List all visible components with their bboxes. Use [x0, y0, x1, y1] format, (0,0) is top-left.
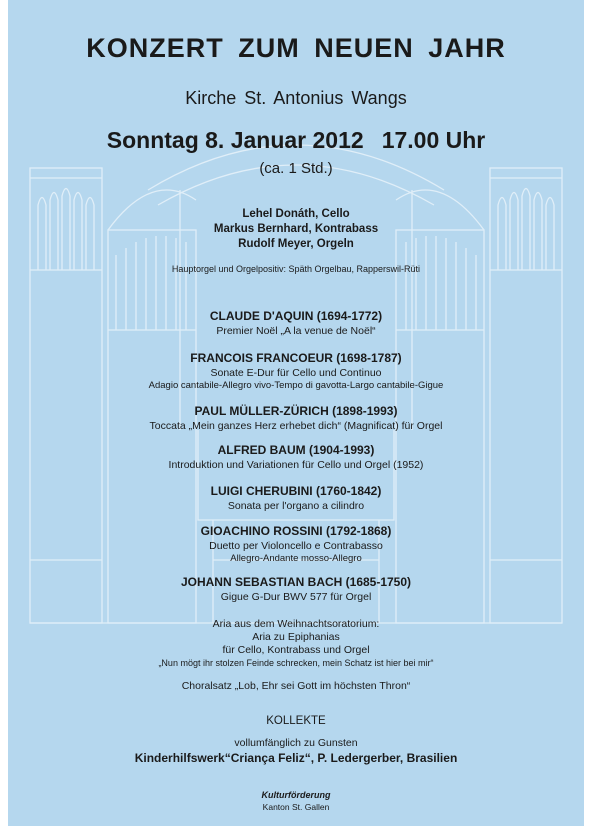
performer: Markus Bernhard, Kontrabass — [213, 223, 379, 235]
work-title: Introduktion und Variationen für Cello und Orgel (1952) — [168, 459, 424, 471]
sponsor-name: Kanton St. Gallen — [262, 802, 330, 812]
concert-title: KONZERT ZUM NEUEN JAHR — [86, 33, 506, 63]
organ-builder-note: Hauptorgel und Orgelpositiv: Späth Orgelbau, Rapperswil-Rüti — [171, 264, 421, 274]
work-title: Toccata „Mein ganzes Herz erhebet dich“ (Magnificat) für Orgel — [149, 420, 443, 432]
work-title: Sonate E-Dur für Cello und Continuo — [210, 367, 382, 379]
date-time — [8, 127, 584, 154]
work-title: Gigue G-Dur BWV 577 für Orgel — [220, 591, 372, 603]
composer: PAUL MÜLLER-ZÜRICH (1898-1993) — [194, 404, 398, 418]
beneficiary: Kinderhilfswerk“Criança Feliz“, P. Ledergerber, Brasilien — [134, 751, 458, 765]
aria-instrumentation: für Cello, Kontrabass und Orgel — [222, 644, 370, 656]
aria-quote: „Nun mögt ihr stolzen Feinde schrecken, mein Schatz ist hier bei mir“ — [158, 658, 434, 668]
concert-time: 17.00 Uhr — [381, 127, 486, 153]
composer: JOHANN SEBASTIAN BACH (1685-1750) — [180, 575, 412, 589]
composer: ALFRED BAUM (1904-1993) — [217, 443, 375, 457]
composer: GIOACHINO ROSSINI (1792-1868) — [200, 524, 392, 538]
work-title: Premier Noël „A la venue de Noël“ — [216, 325, 376, 337]
sponsor-title: Kulturförderung — [261, 790, 331, 800]
work-movements: Adagio cantabile-Allegro vivo-Tempo di gavotta-Largo cantabile-Gigue — [148, 380, 444, 391]
work-title: Sonata per l'organo a cilindro — [227, 500, 365, 512]
performer: Rudolf Meyer, Orgeln — [238, 238, 354, 250]
collection-heading: KOLLEKTE — [266, 715, 326, 727]
aria-heading: Aria aus dem Weihnachtsoratorium: — [212, 618, 380, 630]
composer: CLAUDE D'AQUIN (1694-1772) — [209, 309, 383, 323]
aria-title: Aria zu Epiphanias — [252, 631, 340, 643]
performer: Lehel Donáth, Cello — [242, 208, 350, 220]
chorale: Choralsatz „Lob, Ehr sei Gott im höchsten Thron“ — [181, 680, 411, 692]
work-title: Duetto per Violoncello e Contrabasso — [209, 540, 383, 552]
composer: LUIGI CHERUBINI (1760-1842) — [210, 484, 382, 498]
composer: FRANCOIS FRANCOEUR (1698-1787) — [190, 351, 402, 365]
concert-date: Sonntag 8. Januar 2012 — [106, 127, 364, 153]
work-movements: Allegro-Andante mosso-Allegro — [230, 553, 362, 564]
concert-poster — [8, 0, 584, 826]
collection-line: vollumfänglich zu Gunsten — [234, 737, 358, 749]
venue: Kirche St. Antonius Wangs — [185, 88, 407, 108]
duration: (ca. 1 Std.) — [259, 160, 333, 177]
